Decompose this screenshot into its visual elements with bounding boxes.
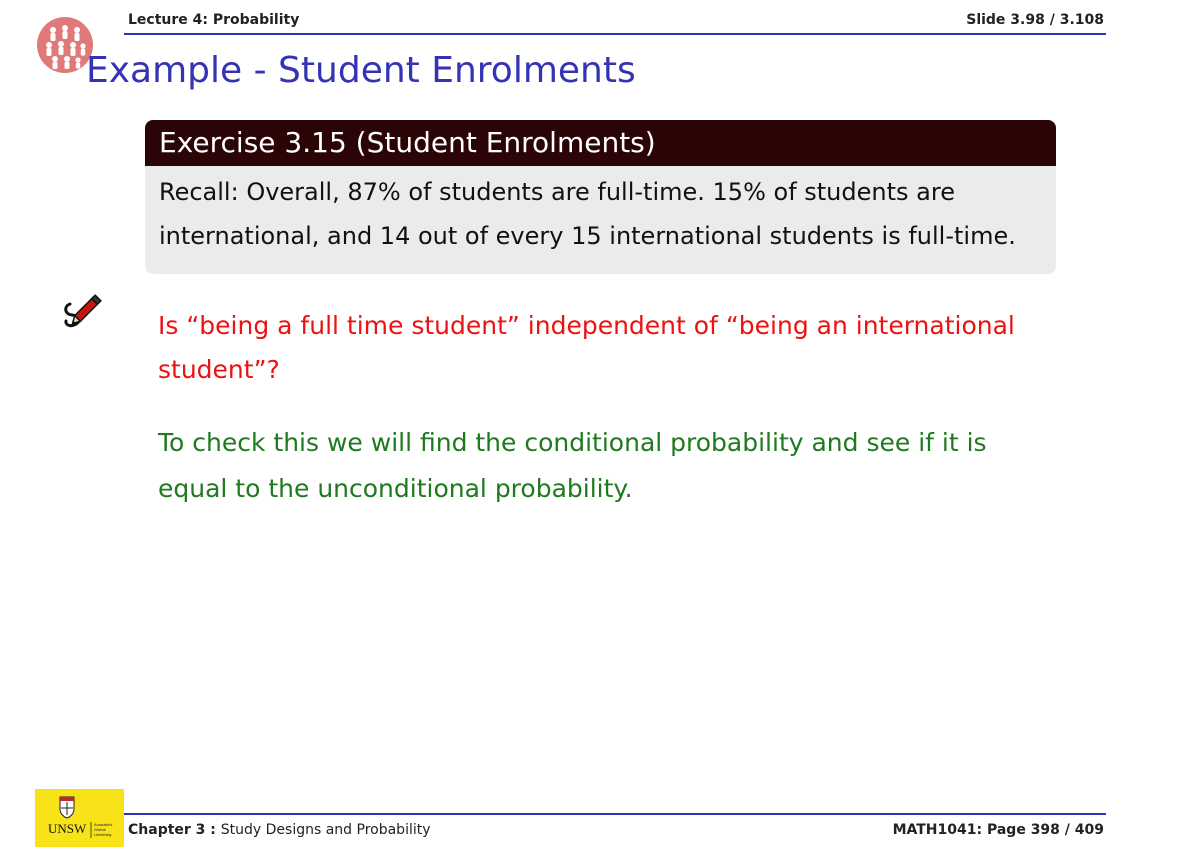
pencil-icon (60, 288, 106, 334)
unsw-tagline: Global (94, 827, 106, 832)
answer-line: equal to the unconditional probability. (158, 474, 633, 503)
question-line: Is “being a full time student” independent of “being an international (158, 311, 1015, 340)
header-lecture: Lecture 4: Probability (128, 12, 300, 28)
exercise-heading: Exercise 3.15 (Student Enrolments) (145, 120, 1056, 166)
exercise-block (145, 120, 1056, 274)
answer-line: To check this we will find the conditional probability and see if it is (158, 428, 987, 457)
header-rule (124, 33, 1106, 35)
unsw-tagline: Australia's (94, 822, 113, 827)
exercise-line: international, and 14 out of every 15 international students is full-time. (159, 222, 1016, 250)
unsw-wordmark: UNSW (48, 821, 87, 836)
footer-chapter-title: Study Designs and Probability (220, 822, 431, 838)
unsw-logo (35, 789, 124, 847)
question-text (158, 304, 1058, 392)
footer-page (893, 822, 1104, 838)
header-slide-number: Slide 3.98 / 3.108 (966, 12, 1104, 28)
exercise-line: Recall: Overall, 87% of students are full-time. 15% of students are (159, 178, 955, 206)
exercise-body (145, 166, 1056, 274)
footer-chapter-label: Chapter 3 : (128, 822, 216, 838)
unsw-crest-icon (35, 789, 124, 847)
unsw-tagline: University (94, 832, 112, 837)
footer-course: MATH1041: (892, 822, 983, 838)
footer-rule (124, 813, 1106, 815)
question-line: student”? (158, 355, 280, 384)
slide-title: Example - Student Enrolments (86, 50, 636, 91)
footer-chapter (128, 822, 431, 838)
answer-text (158, 420, 1058, 512)
footer-page-number: Page 398 / 409 (986, 822, 1104, 838)
